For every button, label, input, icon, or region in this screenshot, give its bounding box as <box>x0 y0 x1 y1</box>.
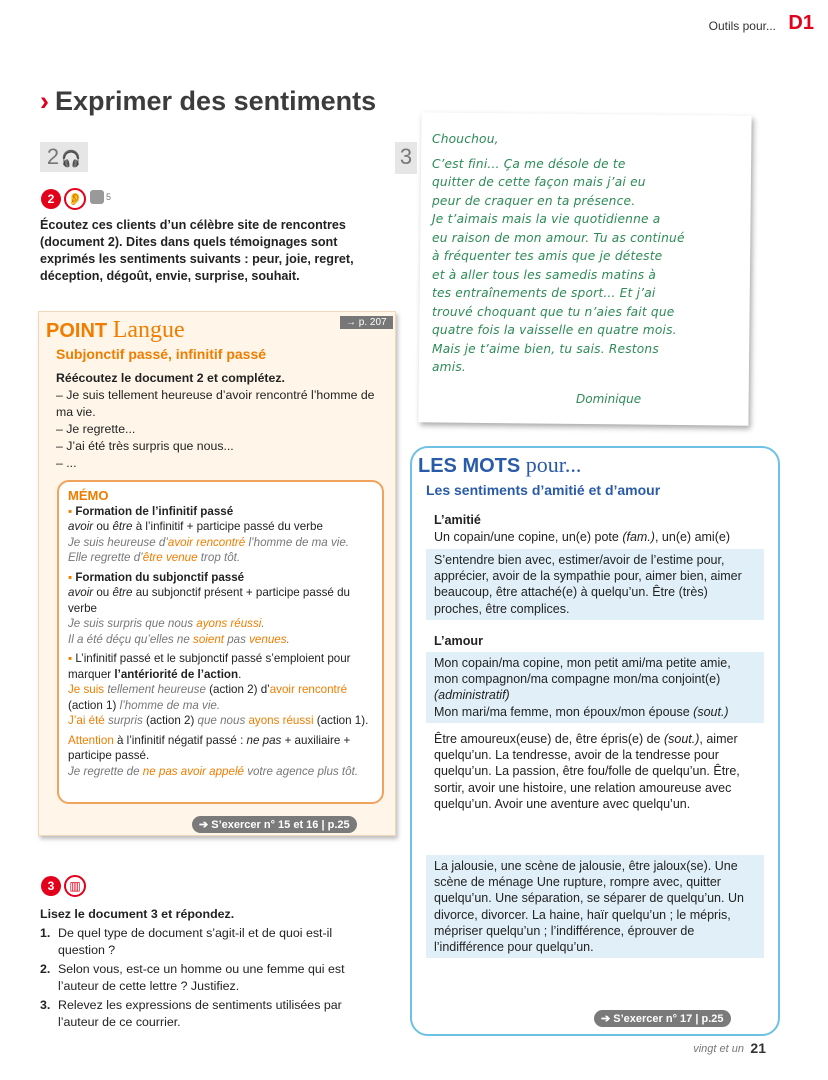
point-langue-subtitle: Subjonctif passé, infinitif passé <box>56 346 267 362</box>
point-langue-title: POINT Langue <box>46 317 185 343</box>
audio-track-number: 5 <box>106 192 112 202</box>
memo-box <box>57 480 384 804</box>
document-3-label: 3 <box>395 142 417 174</box>
page-reference: → p. 207 <box>340 316 393 329</box>
memo-section-subjonctif: ▪ Formation du subjonctif passé avoir ou être au subjonctif présent + participe passé du verbe Je suis surpris que nous ayons réussi. Il a été déçu qu’elles ne soient pas venues. <box>68 570 350 646</box>
exercise-17-button[interactable]: ➔ S’exercer n° 17 | p.25 <box>594 1010 731 1027</box>
amour-block-1: Mon copain/ma copine, mon petit ami/ma petite amie, mon compagnon/ma compagne mon/ma conjoint(e) (administratif) Mon mari/ma femme, mon époux/mon épouse (sout.) <box>426 652 764 723</box>
blank-line: – ... <box>56 456 77 470</box>
amour-heading: L’amour <box>434 634 483 648</box>
question-item: 1. De quel type de document s’agit-il et de quoi est-il question ? <box>40 926 333 957</box>
blank-line: – Je suis tellement heureuse d’avoir rencontré l’homme de ma vie. <box>56 388 375 419</box>
book-icon: ▥ <box>64 875 86 897</box>
amitie-block: S’entendre bien avec, estimer/avoir de l’estime pour, apprécier, avoir de la sympathie pour, aimer bien, aimer beaucoup, être attaché(e) à quelqu’un. Être (très) proches, être complices. <box>426 549 764 620</box>
activity-2-number: 2 <box>41 189 61 209</box>
audio-track-icon <box>90 190 104 204</box>
bullet-icon: ▪ <box>68 504 76 518</box>
header-label: Outils pour... <box>708 19 776 33</box>
arrow-right-icon: ➔ <box>601 1013 614 1025</box>
amour-block-2: Être amoureux(euse) de, être épris(e) de (sout.), aimer quelqu’un. La tendresse, avoir de la tendresse pour quelqu’un. La passion, être fou/folle de quelqu’un. Être, sortir, avoir une histoire, une relation amoureuse avec quelqu’un. Avoir une aventure avec quelqu’un. <box>434 732 740 811</box>
unit-code: D1 <box>788 12 814 34</box>
page-number-words: vingt et un <box>693 1043 744 1055</box>
headphones-icon: 🎧 <box>61 151 82 168</box>
page-title: › Exprimer des sentiments <box>40 86 377 116</box>
les-mots-title: LES MOTS pour... <box>418 452 582 477</box>
blank-line: – J’ai été très surpris que nous... <box>56 439 234 453</box>
question-item: 3. Relevez les expressions de sentiments utilisées par l’auteur de ce courrier. <box>40 998 342 1029</box>
activity-2-instruction: Écoutez ces clients d’un célèbre site de rencontres (document 2). Dites dans quels témoignages sont exprimés les sentiments suivants : peur, joie, regret, déception, dégoût, envie, surprise, souhait. <box>40 218 354 283</box>
memo-title: MÉMO <box>68 488 109 503</box>
activity-3-instruction: Lisez le document 3 et répondez. <box>40 907 235 921</box>
ear-icon: 👂 <box>64 188 86 210</box>
memo-attention: Attention à l’infinitif négatif passé : ne pas + auxiliaire + participe passé. Je regrette de ne pas avoir appelé votre agence plus tôt. <box>68 733 359 778</box>
question-item: 2. Selon vous, est-ce un homme ou une femme qui est l’auteur de cette lettre ? Justifiez. <box>40 962 345 993</box>
les-mots-subtitle: Les sentiments d’amitié et d’amour <box>426 482 661 498</box>
memo-section-infinitif: ▪ Formation de l’infinitif passé avoir ou être à l’infinitif + participe passé du verbe Je suis heureuse d’avoir rencontré l’homme de ma vie. Elle regrette d’être venue trop tôt. <box>68 504 349 564</box>
bullet-icon: ▪ <box>68 652 76 665</box>
letter-text: Chouchou, C’est fini... Ça me désole de te quitter de cette façon mais j’ai eu peur de craquer en ta présence. Je t’aimais mais la vie quotidienne a eu raison de mon amour. Tu as continué à fréquenter tes amis que je déteste et à aller tous les samedis matins à tes entraînements de sport... Et j’ai trouvé choquant que tu n’aies fait que quatre fois la vaisselle en quatre mois. Mais je t’aime bien, tu sais. Restons amis. <box>432 132 685 374</box>
chevron-right-icon: › <box>40 86 49 116</box>
activity-3-number: 3 <box>41 876 61 896</box>
blank-line: – Je regrette... <box>56 422 136 436</box>
point-langue-exercise: Réécoutez le document 2 et complétez. – Je suis tellement heureuse d’avoir rencontré l’homme de ma vie. – Je regrette... – J’ai été très surpris que nous... – ... <box>56 370 386 472</box>
arrow-right-icon: ➔ <box>199 819 212 831</box>
letter-signature: Dominique <box>576 392 642 406</box>
bullet-icon: ▪ <box>68 570 76 584</box>
exercise-15-16-button[interactable]: ➔ S’exercer n° 15 et 16 | p.25 <box>192 816 357 833</box>
activity-3 <box>40 906 380 1031</box>
amitie-line: Un copain/une copine, un(e) pote (fam.), un(e) ami(e) <box>434 530 730 544</box>
amitie-heading: L’amitié <box>434 513 481 527</box>
document-2-label: 2 🎧 <box>40 142 88 172</box>
page-number: 21 <box>750 1040 766 1056</box>
memo-section-anteriorite: ▪ L’infinitif passé et le subjonctif passé s’emploient pour marquer l’antériorité de l’action. Je suis tellement heureuse (action 2) d’avoir rencontré (action 1) l’homme de ma vie. J’ai été surpris (action 2) que nous ayons réussi (action 1). <box>68 652 369 727</box>
amour-block-3: La jalousie, une scène de jalousie, être jaloux(se). Une scène de ménage Une rupture, rompre avec, quitter quelqu’un. Une séparation, se séparer de quelqu’un. Un divorce, divorcer. La haine, haïr quelqu’un ; le mépris, mépriser quelqu’un ; l’indifférence, éprouver de l’indifférence pour quelqu’un. <box>426 855 764 958</box>
